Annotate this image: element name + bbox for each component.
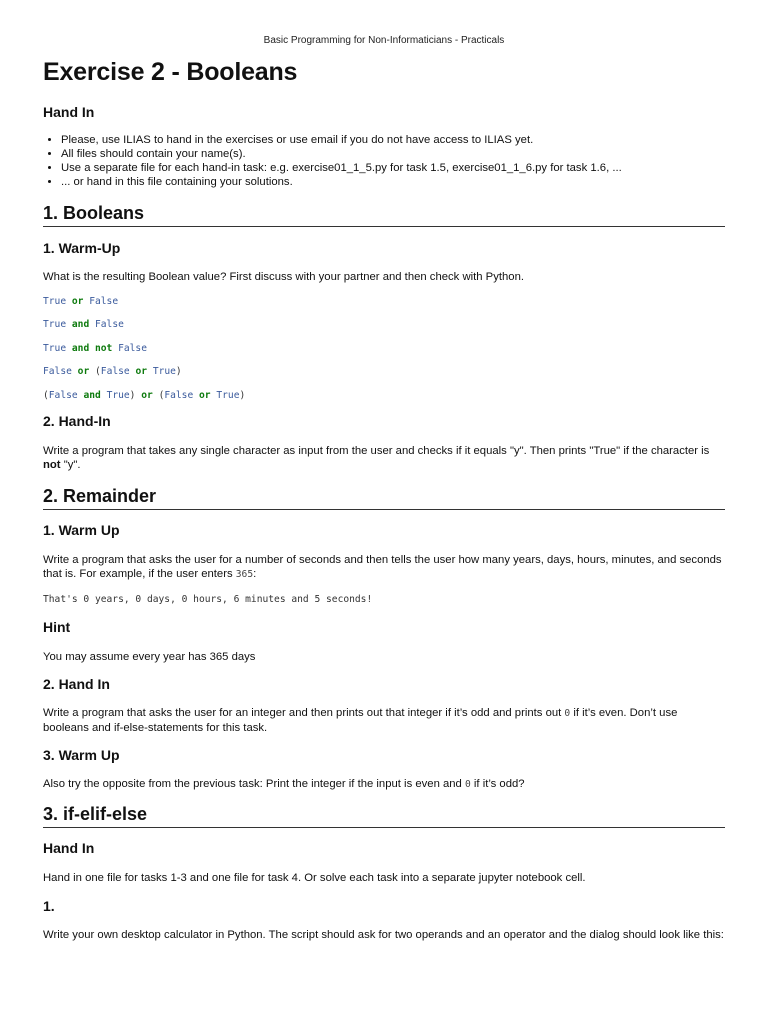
list-item: • All files should contain your name(s). — [61, 147, 725, 161]
section-heading-if-elif-else: 3. if-elif-else — [43, 804, 725, 828]
code-line: True and not False — [43, 343, 147, 354]
code-line: False or (False or True) — [43, 366, 182, 377]
paragraph: Hand in one file for tasks 1-3 and one file for task 4. Or solve each task into a separate jupyter notebook cell. — [43, 872, 586, 884]
section-heading-remainder: 2. Remainder — [43, 486, 725, 510]
handin-heading: Hand In — [43, 104, 95, 120]
paragraph: Write a program that asks the user for a number of seconds and then tells the user how many years, days, hours, minutes, and seconds that is. For example, if the user enters 365: — [43, 554, 722, 580]
code-line: True or False — [43, 296, 119, 307]
subheading-handin: 2. Hand-In — [43, 413, 111, 429]
handin-list — [43, 133, 725, 189]
subheading-warmup: 1. Warm Up — [43, 522, 120, 538]
paragraph: Also try the opposite from the previous task: Print the integer if the input is even and 0 if it’s odd? — [43, 778, 525, 790]
paragraph: Write a program that takes any single character as input from the user and checks if it equals "y". Then prints "True" if the character is not "y". — [43, 445, 710, 471]
subheading-task-1: 1. — [43, 898, 55, 914]
paragraph: What is the resulting Boolean value? First discuss with your partner and then check with Python. — [43, 271, 524, 283]
code-output: That's 0 years, 0 days, 0 hours, 6 minutes and 5 seconds! — [43, 594, 373, 605]
list-item: • Please, use ILIAS to hand in the exercises or use email if you do not have access to ILIAS yet. — [61, 133, 725, 147]
running-header: Basic Programming for Non-Informaticians - Practicals — [263, 35, 505, 46]
code-line: (False and True) or (False or True) — [43, 390, 246, 401]
code-line: True and False — [43, 319, 124, 330]
list-item: • ... or hand in this file containing your solutions. — [61, 175, 725, 189]
subheading-hint: Hint — [43, 619, 71, 635]
list-item: • Use a separate file for each hand-in task: e.g. exercise01_1_5.py for task 1.5, exercise01_1_6.py for task 1.6, ... — [61, 161, 725, 175]
paragraph: Write a program that asks the user for an integer and then prints out that integer if it’s odd and prints out 0 if it’s even. Don’t use booleans and if-else-statements for this task. — [43, 707, 678, 734]
paragraph: Write your own desktop calculator in Python. The script should ask for two operands and an operator and the dialog should look like this: — [43, 929, 724, 941]
subheading-handin: 2. Hand In — [43, 676, 110, 692]
subheading-warmup: 1. Warm-Up — [43, 240, 121, 256]
paragraph: You may assume every year has 365 days — [43, 651, 256, 663]
page-title: Exercise 2 - Booleans — [43, 58, 298, 86]
subheading-handin: Hand In — [43, 840, 95, 856]
section-heading-booleans: 1. Booleans — [43, 203, 725, 227]
subheading-warmup: 3. Warm Up — [43, 747, 120, 763]
